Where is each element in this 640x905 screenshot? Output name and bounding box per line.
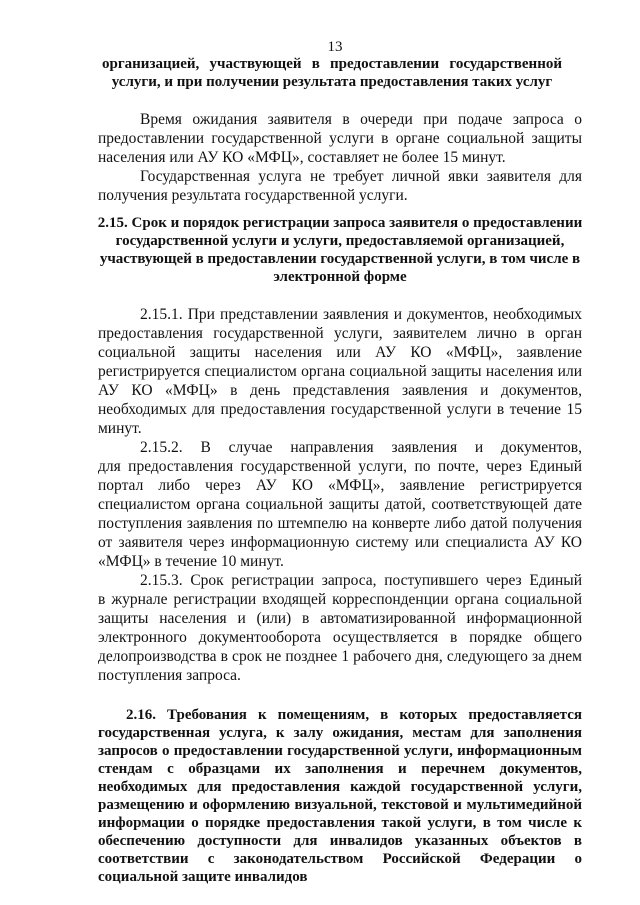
paragraph-line: от заявителя через информационную систему или специалиста АУ КО	[98, 534, 582, 551]
section-2-16-heading-line: соответствии с законодательством Российской Федерации о	[98, 851, 582, 867]
section-2-16-heading-line: информации о порядке предоставления такой услуги, в том числе к	[98, 815, 582, 831]
paragraph-line: получения результата государственной услуги.	[98, 187, 408, 204]
section-2-16-heading-line: запросов о предоставлении государственной услуги, информационным	[98, 743, 582, 759]
paragraph-line: социальной защиты населения или АУ КО «МФЦ», заявление	[98, 344, 582, 361]
section-2-15-heading-line: электронной форме	[273, 269, 407, 285]
paragraph-line: Время ожидания заявителя в очереди при подаче запроса о	[140, 111, 582, 128]
section-2-16-heading-line: 2.16. Требования к помещениям, в которых предоставляется	[126, 707, 582, 723]
paragraph-line: поступления заявления по штемпелю на конверте либо датой получения	[98, 515, 582, 532]
paragraph-line: защиты населения и (или) в автоматизированной информационной	[98, 610, 582, 627]
paragraph-line: 2.15.3. Срок регистрации запроса, поступившего через Единый	[140, 572, 582, 589]
section-2-16-heading-line: стендам с образцами их заполнения и перечнем документов,	[98, 761, 582, 777]
section-2-16-heading-line: размещению и оформлению визуальной, текстовой и мультимедийной	[98, 797, 582, 813]
section-2-16-heading-line: необходимых для предоставления каждой государственной услуги,	[98, 779, 582, 795]
paragraph-line: населения или АУ КО «МФЦ», составляет не более 15 минут.	[98, 149, 506, 166]
section-2-16-heading-line: государственная услуга, к залу ожидания, местам для заполнения	[98, 725, 582, 741]
section-2-14-heading-line: услуги, и при получении результата предоставления таких услуг	[111, 74, 553, 90]
paragraph-line: минут.	[98, 420, 142, 437]
paragraph-line: делопроизводства в срок не позднее 1 рабочего дня, следующего за днем	[98, 648, 582, 665]
section-2-15-heading-line: участвующей в предоставлении государственной услуги, в том числе в	[99, 251, 581, 267]
paragraph-line: регистрируется специалистом органа социальной защиты населения или	[98, 363, 582, 380]
section-2-15-heading-line: государственной услуги и услуги, предоставляемой организацией,	[115, 233, 565, 249]
section-2-15-heading-line: 2.15. Срок и порядок регистрации запроса заявителя о предоставлении	[97, 215, 583, 231]
paragraph-line: 2.15.2. В случае направления заявления и документов,	[140, 439, 582, 456]
section-2-16-heading-line: обеспечению доступности для инвалидов указанных объектов в	[98, 833, 582, 849]
paragraph-line: АУ КО «МФЦ» в день представления заявления и документов,	[98, 382, 582, 399]
paragraph-line: 2.15.1. При представлении заявления и документов, необходимых	[140, 306, 582, 323]
page-number: 13	[327, 39, 343, 55]
paragraph-line: поступления запроса.	[98, 667, 241, 684]
paragraph-line: Государственная услуга не требует личной явки заявителя для	[140, 168, 582, 185]
section-2-16-heading-line: социальной защите инвалидов	[98, 869, 308, 885]
paragraph-line: предоставления государственной услуги, заявителем лично в орган	[98, 325, 582, 342]
paragraph-line: «МФЦ» в течение 10 минут.	[98, 553, 284, 570]
paragraph-line: необходимых для предоставления государственной услуги в течение 15	[98, 401, 582, 418]
paragraph-line: электронного документооборота осуществляется в порядке общего	[98, 629, 582, 646]
paragraph-line: специалистом органа социальной защиты датой, соответствующей дате	[98, 496, 582, 513]
paragraph-line: для предоставления государственной услуги, по почте, через Единый	[98, 458, 582, 475]
paragraph-line: портал либо через АУ КО «МФЦ», заявление регистрируется	[98, 477, 582, 494]
paragraph-line: в журнале регистрации входящей корреспонденции органа социальной	[98, 591, 582, 608]
section-2-14-heading-line: организацией, участвующей в предоставлении государственной	[102, 56, 562, 72]
paragraph-line: предоставлении государственной услуги в органе социальной защиты	[98, 130, 582, 147]
